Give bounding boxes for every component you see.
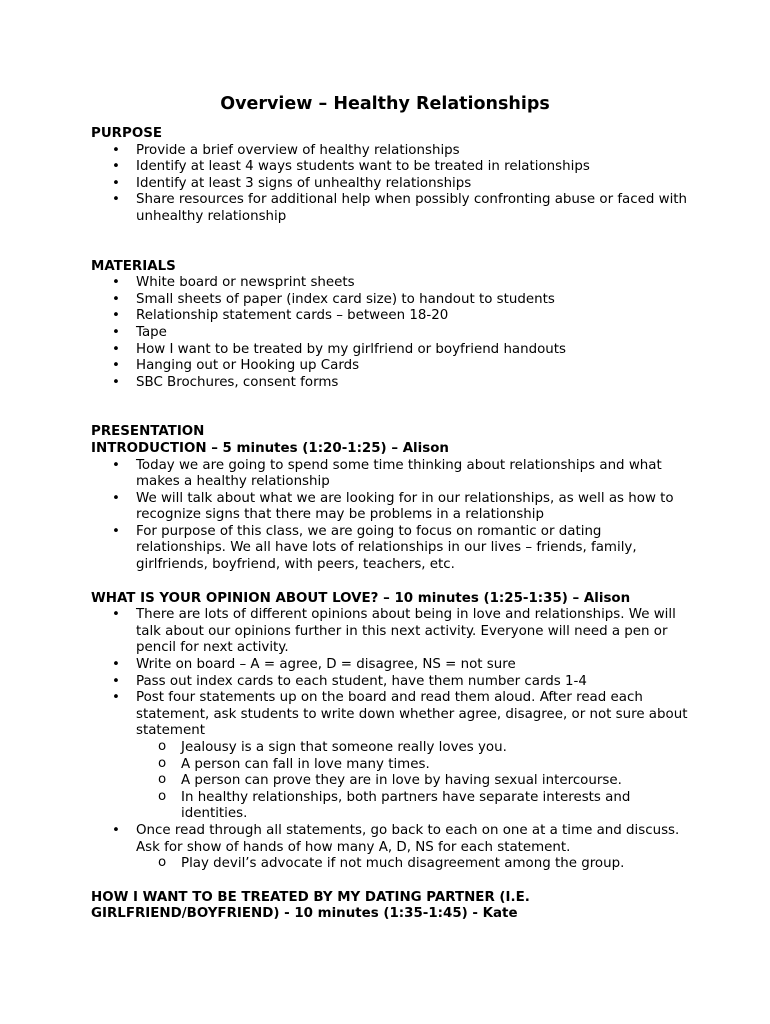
list-item: • Write on board – A = agree, D = disagree, NS = not sure bbox=[91, 657, 691, 674]
section-spacer bbox=[91, 574, 691, 591]
document-body bbox=[91, 126, 691, 923]
list-item: • Relationship statement cards – between 18-20 bbox=[91, 308, 691, 325]
list-item: • For purpose of this class, we are going to focus on romantic or dating relationships. We all have lots of relationships in our lives – friends, family, girlfriends, boyfriend, with peers, teachers, etc. bbox=[91, 524, 691, 574]
list-item: • Today we are going to spend some time thinking about relationships and what makes a healthy relationship bbox=[91, 458, 691, 491]
statement-item: o A person can fall in love many times. bbox=[136, 757, 691, 774]
introduction-heading: INTRODUCTION – 5 minutes (1:20-1:25) – Alison bbox=[91, 440, 449, 456]
list-item bbox=[91, 690, 691, 823]
sub-item: o Play devil’s advocate if not much disagreement among the group. bbox=[136, 856, 691, 873]
introduction-list bbox=[91, 458, 691, 574]
list-item-text: Once read through all statements, go back to each on one at a time and discuss. Ask for show of hands of how many A, D, NS for each statement. bbox=[136, 822, 680, 855]
statements-list bbox=[136, 740, 691, 823]
materials-list bbox=[91, 275, 691, 391]
statement-item: o Jealousy is a sign that someone really loves you. bbox=[136, 740, 691, 757]
list-item: • Hanging out or Hooking up Cards bbox=[91, 358, 691, 375]
list-item: • Identify at least 3 signs of unhealthy relationships bbox=[91, 176, 691, 193]
list-item: • Tape bbox=[91, 325, 691, 342]
section-spacer bbox=[91, 226, 691, 259]
list-item: • How I want to be treated by my girlfriend or boyfriend handouts bbox=[91, 342, 691, 359]
opinion-heading: WHAT IS YOUR OPINION ABOUT LOVE? – 10 minutes (1:25-1:35) – Alison bbox=[91, 590, 631, 606]
discuss-sublist bbox=[136, 856, 691, 873]
list-item: • Provide a brief overview of healthy relationships bbox=[91, 143, 691, 160]
materials-heading: MATERIALS bbox=[91, 258, 176, 274]
list-item bbox=[91, 823, 691, 873]
list-item: • Small sheets of paper (index card size) to handout to students bbox=[91, 292, 691, 309]
presentation-heading: PRESENTATION bbox=[91, 424, 205, 440]
opinion-list bbox=[91, 607, 691, 873]
list-item: • White board or newsprint sheets bbox=[91, 275, 691, 292]
list-item: • Identify at least 4 ways students want to be treated in relationships bbox=[91, 159, 691, 176]
statement-item: o In healthy relationships, both partners have separate interests and identities. bbox=[136, 790, 691, 823]
purpose-list bbox=[91, 143, 691, 226]
section-spacer bbox=[91, 873, 691, 890]
list-item: • There are lots of different opinions about being in love and relationships. We will talk about our opinions further in this next activity. Everyone will need a pen or pencil for next activity. bbox=[91, 607, 691, 657]
statement-item: o A person can prove they are in love by having sexual intercourse. bbox=[136, 773, 691, 790]
purpose-heading: PURPOSE bbox=[91, 126, 162, 141]
treated-heading: HOW I WANT TO BE TREATED BY MY DATING PARTNER (I.E. GIRLFRIEND/BOYFRIEND) - 10 minutes (1:35-1:45) - Kate bbox=[91, 889, 530, 922]
list-item: • Share resources for additional help when possibly confronting abuse or faced with unhealthy relationship bbox=[91, 192, 691, 225]
list-item-text: Post four statements up on the board and read them aloud. After read each statement, ask students to write down whether agree, disagree, or not sure about statement bbox=[136, 690, 688, 739]
list-item: • We will talk about what we are looking for in our relationships, as well as how to recognize signs that there may be problems in a relationship bbox=[91, 491, 691, 524]
list-item: • SBC Brochures, consent forms bbox=[91, 375, 691, 392]
section-spacer bbox=[91, 391, 691, 424]
list-item: • Pass out index cards to each student, have them number cards 1-4 bbox=[91, 674, 691, 691]
page-title: Overview – Healthy Relationships bbox=[220, 94, 550, 114]
